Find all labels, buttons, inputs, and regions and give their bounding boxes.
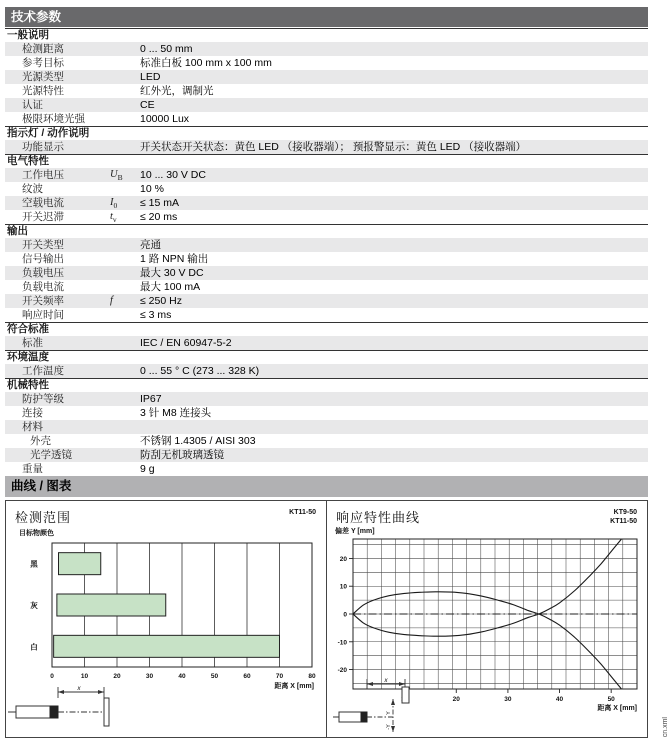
chart-model-label: KT9-50 xyxy=(613,509,637,516)
response-curve-panel xyxy=(327,501,647,737)
table-row xyxy=(5,42,648,56)
row-symbol xyxy=(110,70,140,84)
row-symbol xyxy=(110,434,140,448)
svg-text:70: 70 xyxy=(275,673,284,680)
curves-section-title: 曲线 / 图表 xyxy=(5,476,648,497)
row-label: 开关频率 xyxy=(22,295,64,307)
dimension-y-label: Y xyxy=(386,711,392,715)
table-row xyxy=(5,448,648,462)
row-label: 工作温度 xyxy=(22,365,64,377)
range-bar-灰 xyxy=(57,594,166,616)
table-section-header: 输出 xyxy=(5,224,648,238)
range-bar-白 xyxy=(54,635,280,657)
table-row xyxy=(5,70,648,84)
row-value: 最大 100 mA xyxy=(140,281,201,293)
table-row xyxy=(5,364,648,378)
table-section-header: 一般说明 xyxy=(5,28,648,42)
row-symbol xyxy=(110,56,140,70)
svg-text:50: 50 xyxy=(607,696,615,703)
table-row xyxy=(5,280,648,294)
svg-text:40: 40 xyxy=(555,696,564,703)
response-curve-lower-branch xyxy=(353,539,622,636)
row-label: 负载电流 xyxy=(22,281,64,293)
row-value: IEC / EN 60947-5-2 xyxy=(140,337,232,349)
table-row xyxy=(5,84,648,98)
table-section-header: 机械特性 xyxy=(5,378,648,392)
table-row xyxy=(5,406,648,420)
dimension-neg-y-label: -Y xyxy=(386,724,392,730)
row-value: ≤ 20 ms xyxy=(140,211,178,223)
row-value: 防刮无机玻璃透镜 xyxy=(140,449,224,461)
svg-text:0: 0 xyxy=(50,673,54,680)
row-label: 光源特性 xyxy=(22,85,64,97)
row-label: 响应时间 xyxy=(22,309,64,321)
filename-watermark: cn.xml xyxy=(662,716,669,737)
detection-range-chart xyxy=(6,539,326,691)
row-symbol xyxy=(110,42,140,56)
row-symbol xyxy=(110,84,140,98)
row-value: 红外光，调制光 xyxy=(140,85,214,97)
chart-model-label: KT11-50 xyxy=(289,509,316,516)
row-symbol xyxy=(110,308,140,322)
row-label: 空载电流 xyxy=(22,197,64,209)
row-value: ≤ 15 mA xyxy=(140,197,180,209)
y-axis-label: 目标物颜色 xyxy=(19,530,54,537)
svg-text:20: 20 xyxy=(452,696,460,703)
svg-text:黑: 黑 xyxy=(30,559,38,569)
row-symbol xyxy=(110,182,140,196)
row-symbol xyxy=(110,112,140,126)
row-symbol xyxy=(110,266,140,280)
row-label: 重量 xyxy=(22,463,43,475)
row-label: 参考目标 xyxy=(22,57,64,69)
row-label: 外壳 xyxy=(30,435,51,447)
tech-parameters-table xyxy=(5,28,648,477)
row-value: LED xyxy=(140,71,161,83)
row-symbol xyxy=(110,462,140,476)
row-symbol xyxy=(110,238,140,252)
row-symbol xyxy=(110,420,140,434)
svg-text:白: 白 xyxy=(30,642,38,652)
row-label: 极限环境光强 xyxy=(22,113,85,125)
row-label: 连接 xyxy=(22,407,43,419)
row-value xyxy=(140,420,648,434)
table-row xyxy=(5,168,648,182)
row-value: 10 % xyxy=(140,183,164,195)
row-label: 标准 xyxy=(22,337,43,349)
svg-text:40: 40 xyxy=(178,673,186,680)
table-row xyxy=(5,98,648,112)
row-label: 信号输出 xyxy=(22,253,64,265)
row-label: 工作电压 xyxy=(22,169,64,181)
row-label: 检测距离 xyxy=(22,43,64,55)
table-row xyxy=(5,56,648,70)
row-symbol xyxy=(110,406,140,420)
chart-model-label: KT11-50 xyxy=(610,518,637,526)
table-section-header: 指示灯 / 动作说明 xyxy=(5,126,648,140)
row-value: ≤ 3 ms xyxy=(140,309,172,321)
charts-area xyxy=(5,500,648,738)
table-section-header: 符合标准 xyxy=(5,322,648,336)
row-value: 1 路 NPN 输出 xyxy=(140,253,209,265)
svg-text:距离 X [mm]: 距离 X [mm] xyxy=(597,705,637,712)
row-symbol xyxy=(110,336,140,350)
table-row xyxy=(5,266,648,280)
table-row xyxy=(5,392,648,406)
detection-range-panel xyxy=(6,501,327,737)
row-label: 光源类型 xyxy=(22,71,64,83)
table-row xyxy=(5,112,648,126)
dimension-x-label: x xyxy=(384,677,388,684)
row-symbol xyxy=(110,448,140,462)
row-symbol xyxy=(110,98,140,112)
dimension-x-label: x xyxy=(77,685,81,692)
row-symbol xyxy=(110,364,140,378)
svg-text:60: 60 xyxy=(243,673,251,680)
row-value: 10 ... 30 V DC xyxy=(140,169,206,181)
row-value: 10000 Lux xyxy=(140,113,190,125)
row-label: 防护等级 xyxy=(22,393,64,405)
chart-model-labels xyxy=(610,508,637,526)
sensor-axes-diagram-icon xyxy=(333,677,443,733)
response-curve-upper-branch xyxy=(353,592,622,689)
row-value: 9 g xyxy=(140,463,155,475)
table-row xyxy=(5,308,648,322)
table-row xyxy=(5,182,648,196)
table-row xyxy=(5,462,648,476)
row-label: 功能显示 xyxy=(22,141,64,153)
row-value: 0 ... 55 ° C (273 ... 328 K) xyxy=(140,365,260,377)
row-label: 负载电压 xyxy=(22,267,64,279)
table-row xyxy=(5,140,648,154)
sensor-target-diagram-icon xyxy=(8,685,138,729)
row-symbol xyxy=(110,140,140,154)
svg-text:80: 80 xyxy=(308,673,316,680)
svg-text:灰: 灰 xyxy=(30,601,38,610)
table-row xyxy=(5,420,648,434)
chart-title: 响应特性曲线 xyxy=(336,511,421,526)
row-symbol: f xyxy=(110,295,113,306)
row-symbol: $U_B$ xyxy=(110,169,123,183)
svg-text:-20: -20 xyxy=(337,667,347,675)
svg-text:-10: -10 xyxy=(337,639,347,647)
svg-text:10: 10 xyxy=(80,673,89,680)
row-symbol xyxy=(110,280,140,294)
row-value: IP67 xyxy=(140,393,162,405)
svg-text:20: 20 xyxy=(113,673,121,680)
row-label: 开关类型 xyxy=(22,239,64,251)
table-row xyxy=(5,294,648,308)
row-label: 开关迟滞 xyxy=(22,211,64,223)
row-value: 0 ... 50 mm xyxy=(140,43,193,55)
row-label: 认证 xyxy=(22,99,43,111)
table-row xyxy=(5,252,648,266)
range-bar-黑 xyxy=(59,553,101,575)
row-symbol: $t_v$ xyxy=(110,211,117,225)
table-row xyxy=(5,238,648,252)
svg-text:30: 30 xyxy=(504,696,512,703)
svg-text:20: 20 xyxy=(339,555,347,563)
page-title: 技术参数 xyxy=(5,7,648,27)
row-symbol xyxy=(110,252,140,266)
row-value: CE xyxy=(140,99,155,111)
row-value: 不锈钢 1.4305 / AISI 303 xyxy=(140,435,256,447)
row-label: 材料 xyxy=(22,421,43,433)
table-row xyxy=(5,210,648,224)
row-value: 3 针 M8 连接头 xyxy=(140,407,212,419)
row-value: ≤ 250 Hz xyxy=(140,295,182,307)
table-section-header: 环境温度 xyxy=(5,350,648,364)
row-label: 纹波 xyxy=(22,183,43,195)
svg-text:50: 50 xyxy=(210,673,219,680)
chart-title: 检测范围 xyxy=(15,511,72,526)
svg-text:10: 10 xyxy=(339,583,347,591)
svg-text:30: 30 xyxy=(145,673,154,680)
svg-text:距离 X [mm]: 距离 X [mm] xyxy=(274,683,314,690)
row-symbol xyxy=(110,392,140,406)
table-row xyxy=(5,434,648,448)
svg-text:0: 0 xyxy=(343,611,347,619)
table-row xyxy=(5,196,648,210)
table-row xyxy=(5,336,648,350)
row-value: 标准白板 100 mm x 100 mm xyxy=(140,57,272,69)
row-label: 光学透镜 xyxy=(30,449,72,461)
row-value: 最大 30 V DC xyxy=(140,267,204,279)
table-section-header: 电气特性 xyxy=(5,154,648,168)
row-value: 开关状态开关状态：黄色 LED （接收器端）； 预报警显示：黄色 LED （接收器端） xyxy=(140,141,527,153)
row-symbol: $I_0$ xyxy=(110,197,118,211)
row-value: 亮通 xyxy=(140,239,161,251)
y-axis-label: 偏差 Y [mm] xyxy=(335,528,375,535)
